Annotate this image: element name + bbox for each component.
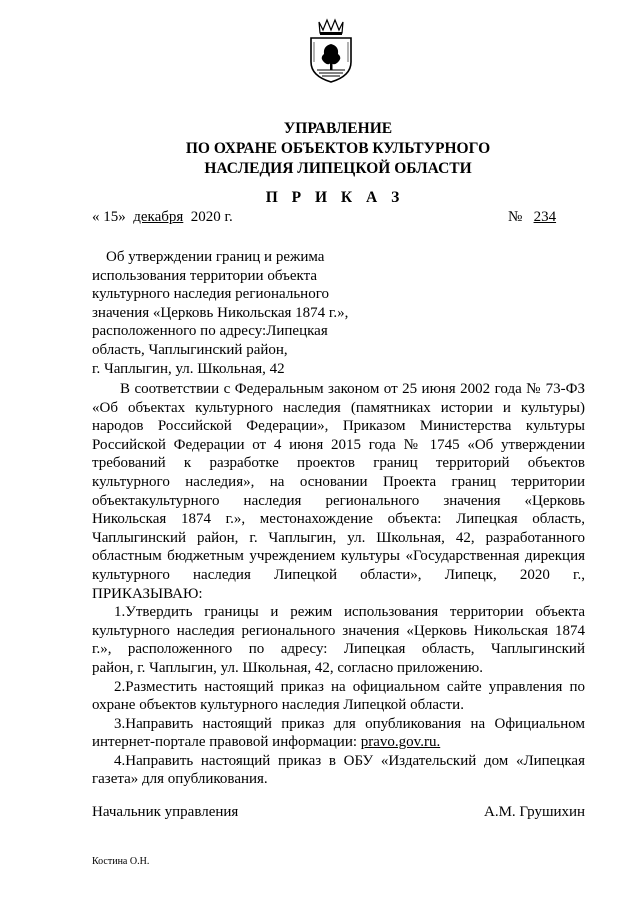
preamble-line: Никольская 1874 г.», местонахождение объекта: Липецкая область, [92, 511, 585, 528]
order-number [508, 209, 556, 226]
preamble-line: объектакультурного наследия регионального значения «Церковь [92, 492, 585, 509]
order-day: 15 [103, 209, 119, 225]
preamble-line: ПРИКАЗЫВАЮ: [92, 585, 203, 602]
preamble-line: культурного наследия Липецкой области», Липецк, 2020 г., [92, 566, 585, 583]
item-2-line: охране объектов культурного наследия Липецкой области. [92, 697, 464, 714]
signer-name: А.М. Грушихин [484, 804, 586, 820]
agency-title-line-3: НАСЛЕДИЯ ЛИПЕЦКОЙ ОБЛАСТИ [204, 160, 472, 177]
order-date [92, 209, 233, 226]
preamble-line: В соответствии с Федеральным законом от 25 июня 2002 года № 73-ФЗ [120, 381, 585, 397]
executor-name: Костина О.Н. [92, 856, 150, 867]
item-4-line: газета» для опубликования. [92, 771, 268, 788]
agency-title-line-2: ПО ОХРАНЕ ОБЪЕКТОВ КУЛЬТУРНОГО [185, 140, 491, 157]
preamble-line: «Об объектах культурного наследия (памятниках истории и культуры) [92, 399, 585, 416]
item-2-line: 2.Разместить настоящий приказ на официальном сайте управления по [114, 678, 585, 695]
document-type-title: П Р И К А З [265, 189, 405, 206]
order-month: декабря [133, 209, 184, 225]
preamble-line: областным бюджетным учреждением культуры «Государственная дирекция [92, 548, 585, 565]
item-1-line: 1.Утвердить границы и режим использования территории объекта [114, 604, 585, 621]
coat-of-arms-emblem [305, 18, 357, 84]
preamble-line: требований к разработке проектов границ территорий объектов [92, 455, 585, 472]
subject-line: г. Чаплыгин, ул. Школьная, 42 [92, 360, 285, 377]
item-1-line: культурного наследия регионального значения «Церковь Никольская 1874 [92, 622, 585, 639]
preamble-line: культурного наследия», на основании Проекта границ территории [92, 473, 585, 490]
subject-line: Об утверждении границ и режима [106, 249, 325, 265]
preamble-line: Российской Федерации от 4 июня 2015 года № 1745 «Об утверждении [92, 436, 585, 453]
order-year: 2020 г. [190, 209, 233, 225]
order-number-value: 234 [533, 209, 557, 225]
preamble-line: Чаплыгинский район, г. Чаплыгин, ул. Школьная, 42, разработанного [92, 529, 585, 546]
date-open-quote: « [92, 209, 100, 225]
order-body [92, 380, 585, 789]
item-3-text: интернет-портале правовой информации: [92, 734, 361, 751]
subject-line: область, Чаплыгинский район, [92, 341, 288, 358]
subject-line: культурного наследия регионального [92, 286, 329, 303]
subject-line: использования территории объекта [92, 267, 317, 284]
subject-line: расположенного по адресу:Липецкая [92, 323, 328, 340]
number-sign: № [508, 209, 523, 225]
pravo-gov-link[interactable]: pravo.gov.ru. [360, 734, 441, 751]
agency-title-line-1: УПРАВЛЕНИЕ [283, 120, 393, 137]
item-3-line: 3.Направить настоящий приказ для опубликования на Официальном [114, 715, 585, 732]
signer-position: Начальник управления [92, 804, 239, 820]
subject-line: значения «Церковь Никольская 1874 г.», [92, 304, 349, 321]
item-1-line: г.», расположенного по адресу: Липецкая область, Чаплыгинский [92, 641, 585, 658]
item-3-line [92, 733, 585, 752]
preamble-line: народов Российской Федерации», Приказом Министерства культуры [92, 418, 585, 435]
date-close-quote: » [118, 209, 126, 225]
item-4-line: 4.Направить настоящий приказ в ОБУ «Издательский дом «Липецкая [114, 752, 585, 769]
item-1-line: район, г. Чаплыгин, ул. Школьная, 42, согласно приложению. [92, 659, 484, 676]
order-subject [92, 248, 382, 378]
